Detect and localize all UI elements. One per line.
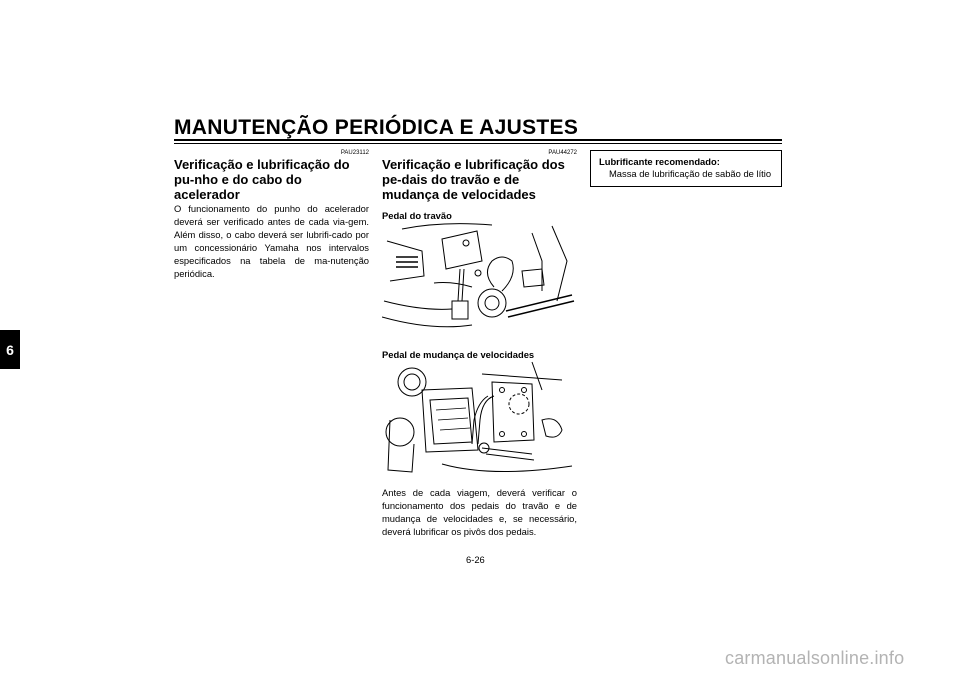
section-code: PAU44272 [548, 150, 577, 156]
lubricant-column [590, 150, 782, 187]
lubricant-box [590, 150, 782, 187]
section-throttle [174, 150, 369, 281]
page-number: 6-26 [466, 554, 485, 565]
section-title: Verificação e lubrificação do pu-nho e do cabo do acelerador [174, 157, 350, 202]
header-rule-thick [174, 139, 782, 141]
shift-pedal-illustration [382, 360, 577, 480]
section-pedals [382, 150, 577, 538]
header-rule-thin [174, 143, 782, 144]
brake-pedal-label: Pedal do travão [382, 210, 452, 221]
section-code: PAU23112 [340, 150, 369, 156]
watermark: carmanualsonline.info [725, 648, 905, 668]
section-title: Verificação e lubrificação dos pe-dais do travão e de mudança de velocidades [382, 157, 565, 202]
section-body: O funcionamento do punho do acelerador deverá ser verificado antes de cada via-gem. Além disso, o cabo deverá ser lubrifi-cado por um concessionário Yamaha nos intervalos especificados na tabela de ma-nutenção periódica. [174, 203, 369, 280]
section-body: Antes de cada viagem, deverá verificar o funcionamento dos pedais do travão e de mudança de velocidades e, se necessário, deverá lubrificar os pivôs dos pedais. [382, 487, 577, 538]
shift-pedal-label: Pedal de mudança de velocidades [382, 349, 535, 360]
lubricant-box-text: Massa de lubrificação de sabão de lítio [609, 168, 772, 179]
brake-pedal-illustration [382, 221, 577, 341]
lubricant-box-title: Lubrificante recomendado: [599, 156, 720, 167]
page-title: MANUTENÇÃO PERIÓDICA E AJUSTES [174, 116, 579, 139]
chapter-tab[interactable]: 6 [0, 330, 20, 369]
